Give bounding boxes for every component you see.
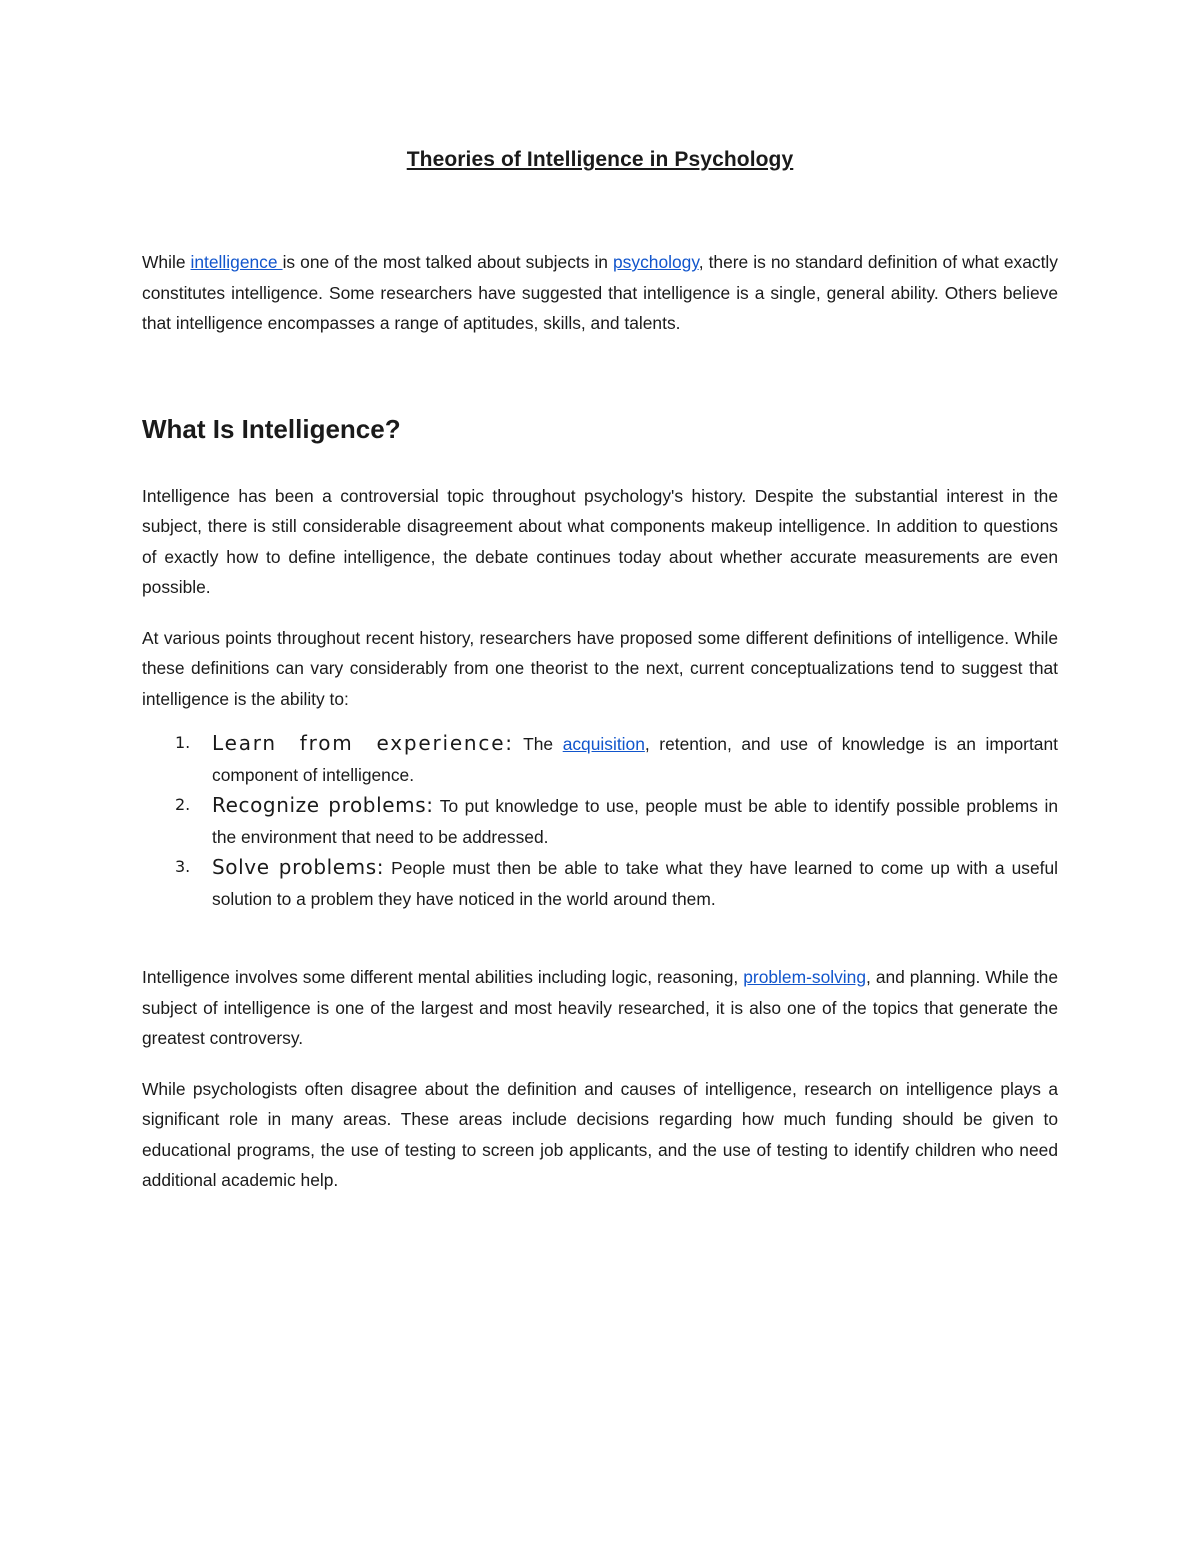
document-page bbox=[142, 140, 1058, 1196]
intro-text-3: , there is no standard definition of what exactly constitutes intelligence. Some researchers have suggested that intelligence is a single, general ability. Others believe that intelligence encompasses a range of aptitudes, skills, and talents. bbox=[142, 252, 1058, 333]
definitions-paragraph: At various points throughout recent history, researchers have proposed some different definitions of intelligence. While these definitions can vary considerably from one theorist to the next, current conceptualizations tend to suggest that intelligence is the ability to: bbox=[142, 627, 1058, 709]
list-term: Recognize problems: bbox=[212, 793, 434, 817]
abilities-text-2: , and planning. While the subject of intelligence is one of the largest and most heavily researched, it is also one of the topics that generate the greatest controversy. bbox=[142, 967, 1058, 1048]
list-item bbox=[142, 728, 1058, 790]
document-title: Theories of Intelligence in Psychology bbox=[406, 148, 794, 171]
list-term: Solve problems: bbox=[212, 855, 385, 879]
list-item bbox=[142, 790, 1058, 852]
section-heading: What Is Intelligence? bbox=[142, 413, 401, 444]
intro-text-1: While bbox=[142, 252, 191, 272]
role-paragraph: While psychologists often disagree about the definition and causes of intelligence, research on intelligence plays a significant role in many areas. These areas include decisions regarding how much funding should be given to educational programs, the use of testing to screen job applicants, and the use of testing to identify children who need additional academic help. bbox=[142, 1078, 1058, 1190]
list-text-before: The bbox=[513, 734, 563, 754]
intro-paragraph bbox=[142, 247, 1058, 339]
list-text: People must then be able to take what they have learned to come up with a useful solution to a problem they have noticed in the world around them. bbox=[212, 858, 1058, 909]
list-text: To put knowledge to use, people must be able to identify possible problems in the environment that need to be addressed. bbox=[212, 796, 1058, 847]
intelligence-link[interactable]: intelligence bbox=[190, 252, 283, 272]
list-text-after: , retention, and use of knowledge is an important component of intelligence. bbox=[212, 734, 1058, 785]
problem-solving-link[interactable]: problem-solving bbox=[743, 967, 867, 987]
abilities-list bbox=[142, 728, 1058, 914]
list-term: Learn from experience: bbox=[212, 731, 514, 755]
intro-text-2: is one of the most talked about subjects in bbox=[282, 252, 614, 272]
list-number: 2. bbox=[175, 795, 191, 814]
abilities-paragraph bbox=[142, 962, 1058, 1054]
list-item bbox=[142, 852, 1058, 914]
abilities-text-1: Intelligence involves some different mental abilities including logic, reasoning, bbox=[142, 967, 744, 987]
psychology-link[interactable]: psychology bbox=[613, 252, 699, 272]
list-number: 1. bbox=[175, 733, 191, 752]
acquisition-link[interactable]: acquisition bbox=[562, 734, 645, 754]
controversial-paragraph: Intelligence has been a controversial topic throughout psychology's history. Despite the substantial interest in the subject, there is still considerable disagreement about what components makeup intelligence. In addition to questions of exactly how to define intelligence, the debate continues today about whether accurate measurements are even possible. bbox=[142, 485, 1058, 597]
list-number: 3. bbox=[175, 857, 191, 876]
